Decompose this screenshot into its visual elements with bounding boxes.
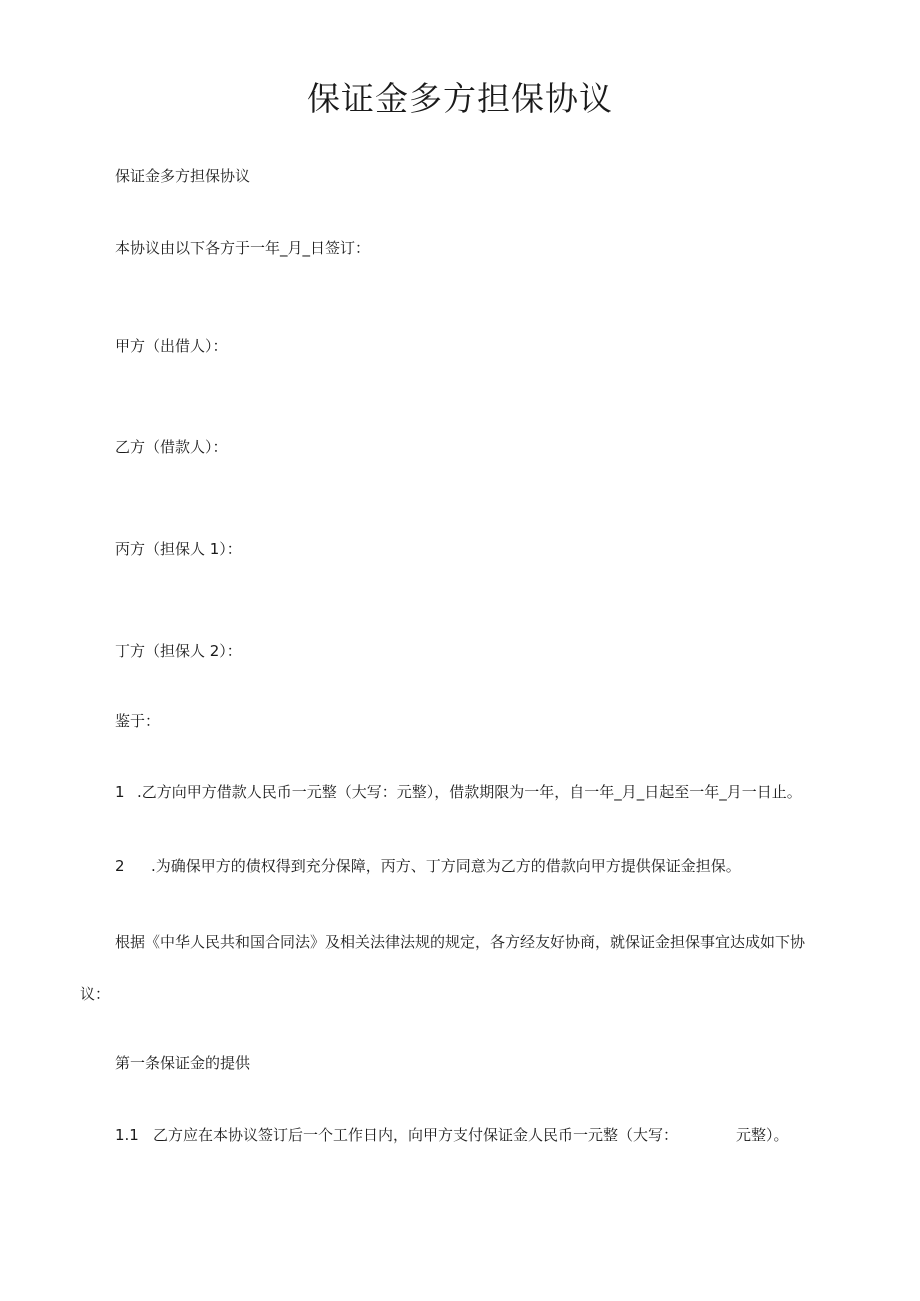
document-title: 保证金多方担保协议: [307, 79, 613, 118]
whereas-item-1: [115, 781, 802, 803]
party-a-line: 甲方（出借人）：: [115, 337, 228, 355]
clause-text-a: 乙方应在本协议签订后一个工作日内，向甲方支付保证金人民币一元整（大写：: [153, 1126, 679, 1144]
legal-basis-paragraph-line2: 议：: [80, 985, 111, 1003]
whereas-item-2: [115, 855, 741, 877]
party-c-line: 丙方（担保人 1）：: [115, 540, 242, 558]
item-text: .乙方向甲方借款人民币一元整（大写：元整），借款期限为一年，自一年_月_日起至一年_月一日止。: [137, 783, 802, 801]
document-subtitle: 保证金多方担保协议: [115, 167, 251, 185]
item-number: 1: [115, 783, 125, 801]
clause-number: 1.1: [115, 1126, 139, 1144]
party-d-line: 丁方（担保人 2）：: [115, 642, 242, 660]
intro-paragraph: 本协议由以下各方于一年_月_日签订：: [115, 239, 371, 257]
article-1-heading: 第一条保证金的提供: [115, 1054, 251, 1072]
clause-text-b: 元整）。: [736, 1126, 789, 1144]
item-number: 2: [115, 857, 125, 875]
legal-basis-paragraph-line1: 根据《中华人民共和国合同法》及相关法律法规的规定，各方经友好协商，就保证金担保事宜达成如下协: [115, 933, 806, 951]
party-b-line: 乙方（借款人）：: [115, 438, 228, 456]
clause-1-1: [115, 1124, 789, 1146]
item-text: .为确保甲方的债权得到充分保障，丙方、丁方同意为乙方的借款向甲方提供保证金担保。: [151, 857, 741, 875]
whereas-heading: 鉴于：: [115, 712, 161, 730]
